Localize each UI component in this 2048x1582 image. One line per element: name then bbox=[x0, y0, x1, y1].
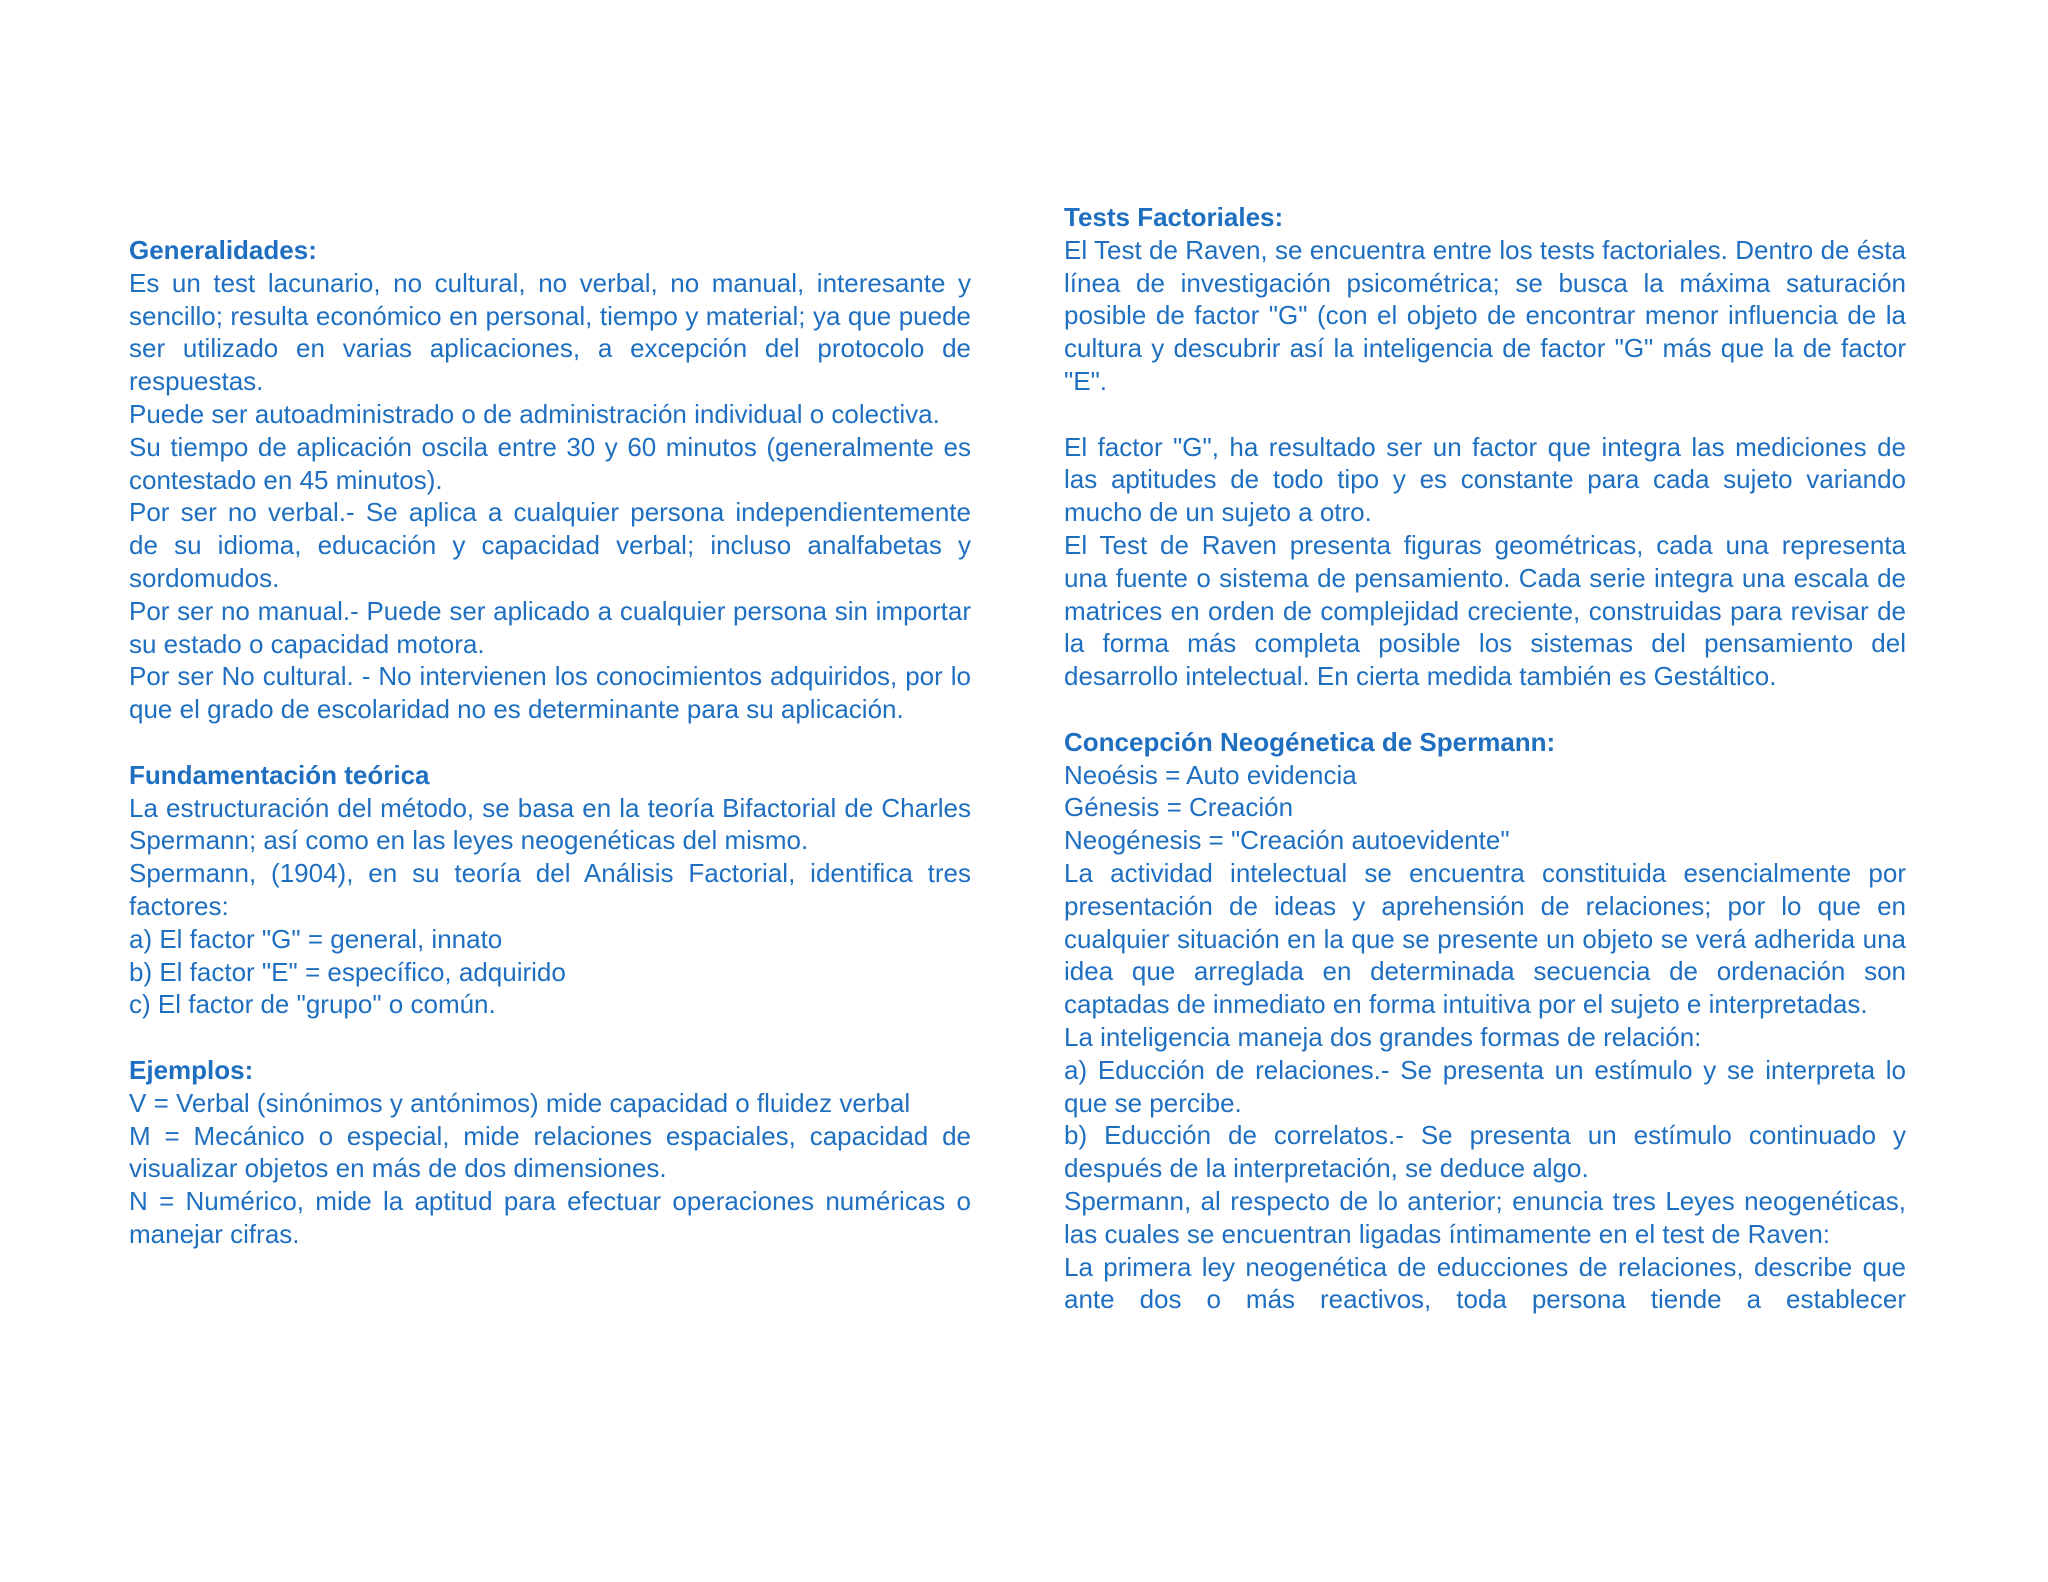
list-item: b) Educción de correlatos.- Se presenta un estímulo continuado y después de la interpretación, se deduce algo. bbox=[1064, 1120, 1906, 1184]
paragraph: Su tiempo de aplicación oscila entre 30 y 60 minutos (generalmente es contestado en 45 minutos). bbox=[129, 431, 971, 495]
heading-tests-factoriales: Tests Factoriales: bbox=[1064, 202, 1284, 232]
paragraph: Por ser no verbal.- Se aplica a cualquier persona independientemente de su idioma, educación y capacidad verbal; incluso analfabetas y sordomudos. bbox=[129, 497, 971, 593]
right-column bbox=[1064, 201, 1906, 1316]
list-item: c) El factor de "grupo" o común. bbox=[129, 989, 496, 1020]
paragraph: Spermann, (1904), en su teoría del Análisis Factorial, identifica tres factores: bbox=[129, 858, 971, 921]
section-ejemplos bbox=[129, 1054, 971, 1251]
heading-ejemplos: Ejemplos: bbox=[129, 1054, 254, 1085]
section-fundamentacion bbox=[129, 759, 971, 1021]
left-column bbox=[129, 234, 971, 1251]
paragraph: V = Verbal (sinónimos y antónimos) mide capacidad o fluidez verbal bbox=[129, 1087, 911, 1118]
section-concepcion bbox=[1064, 726, 1906, 1316]
definition-line: Génesis = Creación bbox=[1064, 792, 1294, 823]
definition-line: Neoésis = Auto evidencia bbox=[1064, 759, 1357, 790]
paragraph: La estructuración del método, se basa en la teoría Bifactorial de Charles Spermann; así como en las leyes neogenéticas del mismo. bbox=[129, 792, 971, 856]
list-item: a) Educción de relaciones.- Se presenta un estímulo y se interpreta lo que se percibe. bbox=[1064, 1054, 1906, 1118]
paragraph: N = Numérico, mide la aptitud para efectuar operaciones numéricas o manejar cifras. bbox=[129, 1186, 971, 1249]
section-tests-factoriales bbox=[1064, 201, 1906, 398]
definition-line: Neogénesis = "Creación autoevidente" bbox=[1064, 825, 1510, 856]
paragraph: El Test de Raven presenta figuras geométricas, cada una representa una fuente o sistema de pensamiento. Cada serie integra una escala de matrices en orden de complejidad creciente, construidas para revisar de la forma más completa posible los sistemas del pensamiento del desarrollo intelectual. En cierta medida también es Gestáltico. bbox=[1064, 529, 1906, 692]
heading-fundamentacion: Fundamentación teórica bbox=[129, 759, 430, 790]
paragraph: Por ser No cultural. - No intervienen los conocimientos adquiridos, por lo que el grado de escolaridad no es determinante para su aplicación. bbox=[129, 661, 971, 725]
paragraph: La primera ley neogenética de educciones de relaciones, describe que ante dos o más reactivos, toda persona tiende a establecer bbox=[1064, 1251, 1906, 1315]
heading-generalidades: Generalidades: bbox=[129, 235, 317, 265]
section-factor-g bbox=[1064, 431, 1906, 693]
list-item: b) El factor "E" = específico, adquirido bbox=[129, 956, 566, 987]
paragraph: Puede ser autoadministrado o de administración individual o colectiva. bbox=[129, 398, 940, 429]
paragraph: Por ser no manual.- Puede ser aplicado a cualquier persona sin importar su estado o capacidad motora. bbox=[129, 595, 971, 659]
paragraph: La actividad intelectual se encuentra constituida esencialmente por presentación de ideas y aprehensión de relaciones; por lo que en cualquier situación en la que se presente un objeto se verá adherida una idea que arreglada en determinada secuencia de ordenación son captadas de inmediato en forma intuitiva por el sujeto e interpretadas. bbox=[1064, 857, 1906, 1020]
paragraph: Spermann, al respecto de lo anterior; enuncia tres Leyes neogenéticas, las cuales se encuentran ligadas íntimamente en el test de Raven: bbox=[1064, 1185, 1906, 1249]
paragraph: El factor "G", ha resultado ser un factor que integra las mediciones de las aptitudes de todo tipo y es constante para cada sujeto variando mucho de un sujeto a otro. bbox=[1064, 431, 1906, 528]
paragraph: El Test de Raven, se encuentra entre los tests factoriales. Dentro de ésta línea de investigación psicométrica; se busca la máxima saturación posible de factor "G" (con el objeto de encontrar menor influencia de la cultura y descubrir así la inteligencia de factor "G" más que la de factor "E". bbox=[1064, 234, 1906, 396]
paragraph: Es un test lacunario, no cultural, no verbal, no manual, interesante y sencillo; resulta económico en personal, tiempo y material; ya que puede ser utilizado en varias aplicaciones, a excepción del protocolo de respuestas. bbox=[129, 267, 971, 397]
heading-concepcion: Concepción Neogénetica de Spermann: bbox=[1064, 726, 1556, 757]
paragraph: M = Mecánico o especial, mide relaciones espaciales, capacidad de visualizar objetos en más de dos dimensiones. bbox=[129, 1120, 971, 1184]
section-generalidades bbox=[129, 234, 971, 726]
list-item: a) El factor "G" = general, innato bbox=[129, 923, 503, 954]
paragraph: La inteligencia maneja dos grandes formas de relación: bbox=[1064, 1021, 1702, 1052]
